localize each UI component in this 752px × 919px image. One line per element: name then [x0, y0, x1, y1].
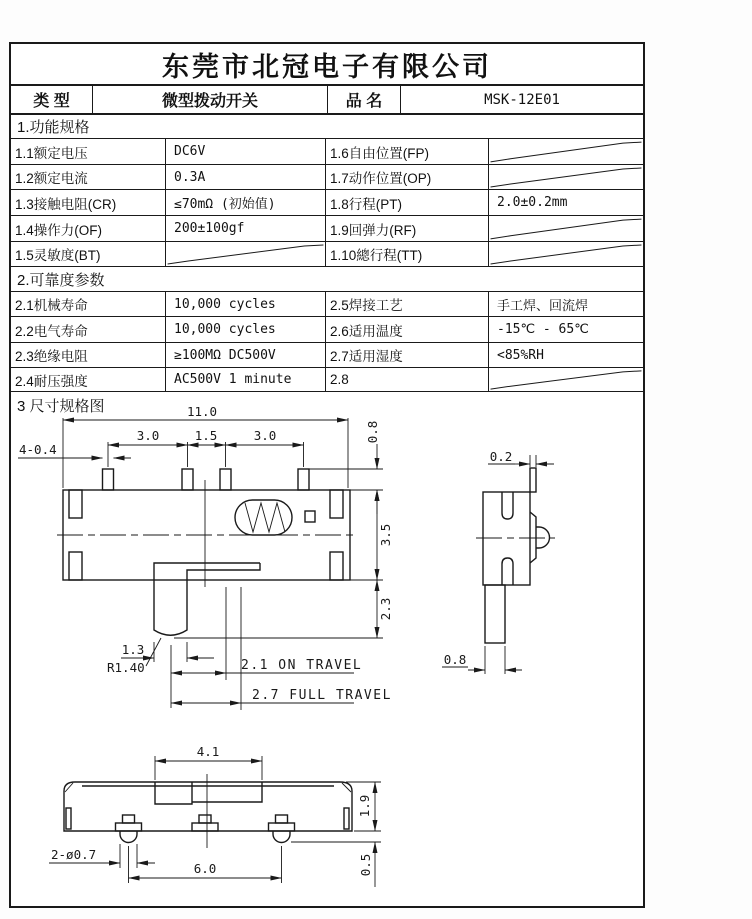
row-label: 1.9回弹力(RF): [326, 216, 489, 241]
row-label: 2.3绝缘电阻: [11, 343, 166, 367]
dim-on-travel: 2.1 ON TRAVEL: [241, 658, 363, 673]
row-label: 1.1额定电压: [11, 139, 166, 164]
type-label: 类 型: [11, 86, 93, 113]
row-value: ≥100MΩ DC500V: [166, 343, 326, 367]
dim-pin-note: 4-0.4: [19, 442, 57, 457]
dim-leg-dia: 2-ø0.7: [51, 847, 97, 862]
blank-slash: [489, 242, 643, 266]
dim-front-height: 1.9: [357, 794, 372, 818]
table-row: [11, 165, 643, 190]
table-row: [11, 368, 643, 392]
row-label: 1.8行程(PT): [326, 190, 489, 215]
row-label: 1.4操作力(OF): [11, 216, 166, 241]
dimension-drawing: [9, 400, 645, 908]
blank-slash: [166, 242, 325, 266]
dim-full-travel: 2.7 FULL TRAVEL: [252, 688, 392, 703]
dim-pitch-c: 3.0: [253, 428, 277, 443]
empty-cell: [489, 368, 643, 391]
spring-zigzag: [245, 503, 285, 532]
section-3-title: 3 尺寸规格图: [17, 397, 105, 415]
row-value: DC6V: [166, 139, 326, 164]
blank-slash: [489, 216, 643, 241]
table-row: [11, 292, 643, 317]
mount-leg: [120, 831, 137, 843]
company-title: 东莞市北冠电子有限公司: [162, 51, 492, 82]
dim-leg-pitch: 6.0: [193, 861, 217, 876]
dim-pitch-a: 3.0: [136, 428, 160, 443]
terminal-pin: [485, 585, 505, 643]
row-label: 1.7动作位置(OP): [326, 165, 489, 189]
row-label: 2.4耐压强度: [11, 368, 166, 391]
title-row: [11, 44, 643, 86]
blank-slash: [489, 165, 643, 189]
mount-leg: [273, 831, 290, 842]
row-label: 2.8: [326, 368, 489, 391]
row-value: 10,000 cycles: [166, 317, 326, 342]
dim-knob-width: 1.3: [121, 642, 145, 657]
empty-cell: [166, 242, 326, 266]
dim-leg-protrusion: 0.5: [358, 853, 373, 877]
row-label: 2.7适用湿度: [326, 343, 489, 367]
table-row: [11, 139, 643, 165]
row-label: 1.3接触电阻(CR): [11, 190, 166, 215]
dim-knob-length: 2.3: [378, 597, 393, 621]
slider-knob: [154, 563, 260, 635]
row-value: 手工焊、回流焊: [497, 297, 589, 313]
row-label: 2.2电气寿命: [11, 317, 166, 342]
dim-overall-width: 11.0: [186, 404, 218, 419]
empty-cell: [489, 165, 643, 189]
table-row: [11, 190, 643, 216]
section-1-title: 1.功能规格: [11, 115, 643, 139]
row-label: 1.2额定电流: [11, 165, 166, 189]
document-frame: [9, 42, 645, 908]
row-label: 2.6适用温度: [326, 317, 489, 342]
row-value: 0.3A: [166, 165, 326, 189]
slider-window: [192, 782, 262, 802]
dim-side-pin-width: 0.8: [443, 652, 467, 667]
side-view: [442, 449, 555, 674]
row-value: 2.0±0.2mm: [497, 195, 568, 210]
row-value: AC500V 1 minute: [166, 368, 326, 391]
dim-pitch-b: 1.5: [194, 428, 218, 443]
row-value: -15℃ - 65℃: [497, 322, 589, 337]
dim-body-depth: 3.5: [378, 523, 393, 547]
name-value: MSK-12E01: [484, 91, 560, 108]
top-view: [18, 404, 393, 710]
table-row: [11, 216, 643, 242]
table-row: [11, 317, 643, 343]
row-value: 200±100gf: [166, 216, 326, 241]
row-label: 1.10總行程(TT): [326, 242, 489, 266]
dim-window-width: 4.1: [196, 744, 220, 759]
empty-cell: [489, 139, 643, 164]
row-value: ≤70mΩ (初始值): [166, 190, 326, 215]
blank-slash: [489, 368, 643, 391]
dim-side-pin-thickness: 0.2: [489, 449, 513, 464]
table-row: [11, 343, 643, 368]
row-label: 1.6自由位置(FP): [326, 139, 489, 164]
row-label: 2.5焊接工艺: [326, 292, 489, 316]
detent-square: [305, 511, 315, 522]
type-value: 微型拨动开关: [93, 86, 328, 113]
table-row: [11, 242, 643, 267]
knob-profile: [536, 527, 550, 548]
spring-symbol: [235, 500, 292, 535]
row-label: 1.5灵敏度(BT): [11, 242, 166, 266]
dim-pin-height: 0.8: [365, 420, 380, 444]
front-view: [49, 744, 381, 887]
blank-slash: [489, 139, 643, 164]
header-row: [11, 86, 643, 115]
empty-cell: [489, 216, 643, 241]
row-label: 2.1机械寿命: [11, 292, 166, 316]
name-label: 品 名: [328, 86, 401, 113]
empty-cell: [489, 242, 643, 266]
section-2-title: 2.可靠度参数: [11, 267, 643, 292]
row-value: <85%RH: [497, 347, 544, 363]
row-value: 10,000 cycles: [166, 292, 326, 316]
dim-knob-radius: R1.40: [107, 660, 145, 675]
